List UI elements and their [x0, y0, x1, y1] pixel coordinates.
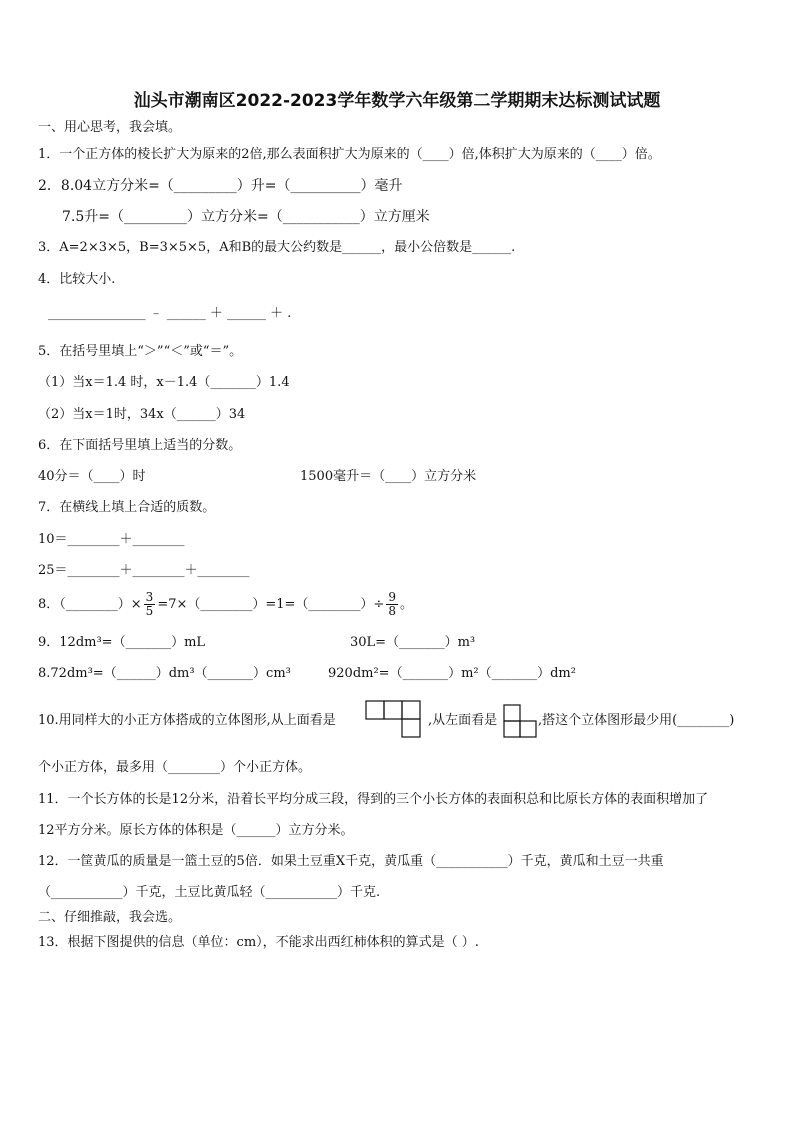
question-4-comparison: _______________ ﹣ ______ ＋ ______ ＋ . [48, 306, 292, 321]
top-view-diagram [365, 700, 423, 738]
question-6-part-1: 40分＝（____）时 [38, 469, 146, 484]
question-8-text-3: 。 [399, 597, 413, 612]
question-9-part-4: 920dm²=（_______）m²（_______）dm² [328, 666, 576, 681]
fraction-numerator: 3 [145, 590, 154, 604]
page-title: 汕头市潮南区2022-2023学年数学六年级第二学期期末达标测试试题 [133, 91, 661, 111]
question-10-line-1 [38, 712, 336, 730]
question-10-text-3: ,搭这个立体图形最少用(________) [538, 713, 735, 728]
question-4: 4．比较大小. [38, 272, 116, 287]
question-3: 3．A=2×3×5，B=3×5×5，A和B的最大公约数是______，最小公倍数是______. [38, 240, 516, 255]
fraction-9-8 [386, 591, 398, 618]
question-11-line-1: 11．一个长方体的长是12分米，沿着长平均分成三段，得到的三个小长方体的表面积总和比原长方体的表面积增加了 [38, 792, 709, 807]
fraction-numerator: 9 [388, 590, 396, 604]
question-12-line-2: （___________）千克，土豆比黄瓜轻（___________）千克. [38, 885, 381, 900]
question-9-part-1: 9．12dm³=（_______）mL [38, 635, 206, 650]
fraction-denominator: 8 [388, 604, 396, 618]
question-8 [38, 588, 413, 622]
question-2-line-1: 2．8.04立方分米=（_________）升=（__________）毫升 [38, 178, 403, 194]
fraction-denominator: 5 [145, 604, 154, 618]
question-11-line-2: 12平方分米。原长方体的体积是（______）立方分米。 [38, 823, 354, 838]
question-13: 13．根据下图提供的信息（单位：cm），不能求出西红柿体积的算式是（ ）. [38, 935, 479, 950]
question-12-line-1: 12．一筐黄瓜的质量是一篮土豆的5倍．如果土豆重X千克，黄瓜重（___________）千克，黄瓜和土豆一共重 [38, 854, 664, 869]
question-6: 6．在下面括号里填上适当的分数。 [38, 438, 242, 453]
section-2-heading: 二、仔细推敲，我会选。 [38, 910, 182, 925]
question-6-part-2: 1500毫升＝（____）立方分米 [300, 469, 477, 484]
fraction-3-5 [144, 591, 156, 618]
question-10-text-1: 10.用同样大的小正方体搭成的立体图形,从上面看是 [38, 713, 336, 728]
question-10-text-2: ,从左面看是 [428, 713, 498, 728]
question-7-part-1: 10＝________＋________ [38, 532, 185, 547]
question-9-part-3: 8.72dm³=（______）dm³（_______）cm³ [38, 666, 291, 681]
question-1: 1．一个正方体的棱长扩大为原来的2倍,那么表面积扩大为原来的（____）倍,体积扩大为原来的（____）倍。 [38, 147, 661, 162]
question-9-part-2: 30L=（_______）m³ [350, 635, 476, 650]
question-8-text-2: =7×（________）=1=（________）÷ [157, 597, 385, 612]
question-2-line-2: 7.5升=（_________）立方分米=（___________）立方厘米 [62, 209, 430, 225]
question-5-part-1: （1）当x＝1.4 时，x－1.4（_______）1.4 [38, 375, 290, 390]
question-5: 5．在括号里填上“＞”“＜”或“＝”。 [38, 344, 243, 359]
question-7-part-2: 25＝________＋________＋________ [38, 563, 250, 578]
question-7: 7．在横线上填上合适的质数。 [38, 500, 216, 515]
question-8-text-1: 8．（________）× [38, 597, 142, 612]
left-view-diagram [503, 704, 537, 738]
question-10-line-2: 个小正方体，最多用（________）个小正方体。 [38, 760, 312, 775]
question-5-part-2: （2）当x＝1时，34x（______）34 [38, 407, 246, 422]
section-1-heading: 一、用心思考，我会填。 [38, 120, 182, 135]
